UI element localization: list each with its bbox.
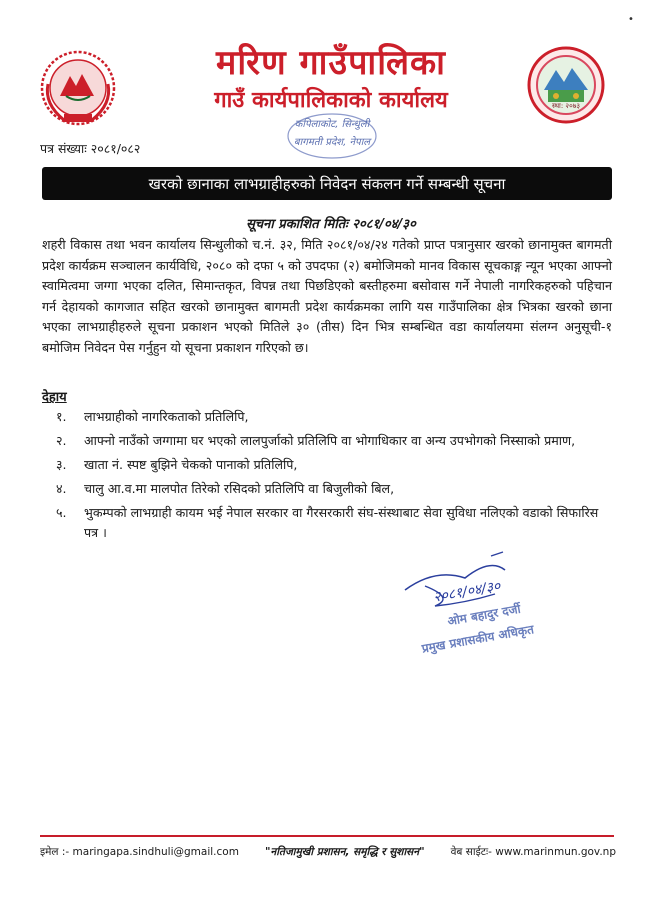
municipality-logo (526, 44, 606, 126)
footer-divider (40, 835, 614, 837)
stamp-line-2: बागमती प्रदेश, नेपाल (293, 137, 371, 148)
requirements-heading: देहाय (42, 390, 67, 405)
corner-mark: • (628, 14, 634, 25)
list-item-number: ४. (56, 481, 67, 496)
footer-website: वेब साईटः- www.marinmun.gov.np (450, 846, 616, 858)
logo-established-text: स्था: २०७३ (551, 102, 580, 110)
list-item-number: ५. (56, 505, 67, 520)
list-item-text: खाता नं. स्पष्ट बुझिने चेकको पानाको प्रतिलिपि, (84, 457, 298, 472)
office-stamp (278, 110, 386, 162)
list-item-text: चालु आ.व.मा मालपोत तिरेको रसिदको प्रतिलिपि वा बिजुलीको बिल, (84, 481, 395, 496)
list-item (56, 407, 612, 427)
list-item-number: २. (56, 433, 67, 448)
signature-date: २०८१/०४/३० (432, 578, 502, 606)
list-item (56, 455, 612, 475)
list-item (56, 431, 612, 451)
notice-title-banner (42, 167, 612, 200)
footer (40, 845, 616, 859)
footer-email: इमेल :- maringapa.sindhuli@gmail.com (40, 846, 239, 858)
list-item (56, 503, 612, 543)
list-item-text: आफ्नो नाउँको जग्गामा घर भएको लालपुर्जाको प्रतिलिपि वा भोगाधिकार वा अन्य उपभोगको निस्साको प्रमाण, (84, 433, 576, 448)
list-item-text: भुकम्पको लाभग्राही कायम भई नेपाल सरकार वा गैरसरकारी संघ-संस्थाबाट सेवा सुविधा नलिएको वडाको सिफारिस पत्र । (84, 505, 599, 540)
stamp-line-1: कपिलाकोट, सिन्धुली (294, 119, 370, 130)
organization-name: मरिण गाउँपालिका (216, 43, 446, 83)
signature-block (395, 548, 595, 668)
signatory-designation: प्रमुख प्रशासकीय अधिकृत (420, 622, 535, 656)
office-name: गाउँ कार्यपालिकाको कार्यालय (214, 88, 448, 113)
footer-slogan: "नतिजामुखी प्रशासन, समृद्धि र सुशासन" (264, 846, 425, 858)
requirements-list (56, 407, 612, 547)
list-item-text: लाभग्राहीको नागरिकताको प्रतिलिपि, (84, 409, 249, 424)
notice-title: खरको छानाका लाभग्राहीहरुको निवेदन संकलन गर्ने सम्बन्धी सूचना (148, 174, 506, 193)
list-item-number: ३. (56, 457, 67, 472)
signatory-name: ओम बहादुर दर्जी (446, 601, 522, 629)
list-item (56, 479, 612, 499)
list-item-number: १. (56, 409, 67, 424)
publish-date: सूचना प्रकाशित मितिः २०८१/०४/३० (246, 217, 416, 232)
reference-number: पत्र संख्याः २०८१/०८२ (40, 141, 141, 156)
notice-body: शहरी विकास तथा भवन कार्यालय सिन्धुलीको च.नं. ३२, मिति २०८१/०४/२४ गतेको प्राप्त पत्रानुसार खरको छानामुक्त बागमती प्रदेश कार्यक्रम सञ्चालन कार्यविधि, २०८० को दफा ५ को उपदफा (२) बमोजिमको मानव विकास सूचकाङ्ग न्यून भएका आफ्नो स्वामित्वमा जग्गा भएका दलित, सिमान्तकृत, विपन्न तथा पिछडिएको बस्तीहरुमा बसोवास गर्ने नेपाली नागरिकहरुको पहिचान गर्न देहायको कागजात सहित खरको छानामुक्त बागमती प्रदेश कार्यक्रमका लागि यस गाउँपालिका क्षेत्र भित्रका खरको छाना भएका लाभग्राहीहरुले सूचना प्रकाशन भएको मितिले ३० (तीस) दिन भित्र सम्बन्धित वडा कार्यालयमा संलग्न अनुसूची-१ बमोजिम निवेदन पेस गर्नुहुन यो सूचना प्रकाशन गरिएको छ। (42, 237, 612, 355)
